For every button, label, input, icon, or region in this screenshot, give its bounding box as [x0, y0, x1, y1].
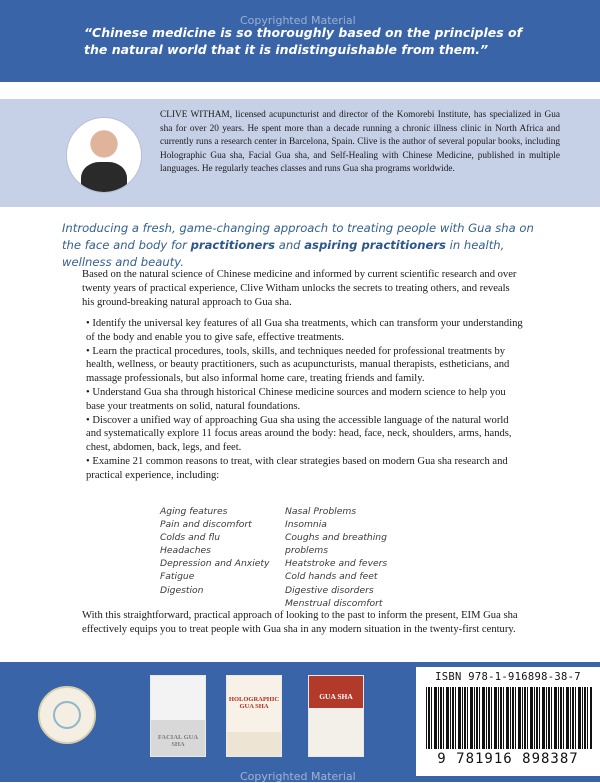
book-title: GUA SHA — [319, 692, 353, 701]
intro-part-2: and — [275, 238, 305, 252]
reason-item: Fatigue — [160, 571, 195, 583]
intro-bold-practitioners: practitioners — [190, 238, 276, 252]
benefit-list — [86, 317, 524, 483]
reason-item: Aging features — [160, 506, 228, 517]
reasons-column-2 — [285, 505, 425, 610]
barcode-icon — [426, 687, 592, 749]
book-title: FACIAL GUA SHA — [157, 734, 199, 748]
benefit-item: • Examine 21 common reasons to treat, with clear strategies based on modern Gua sha research and practical experience, including: — [86, 455, 508, 481]
logo-ring — [53, 701, 81, 729]
book-cover-holographic — [226, 675, 282, 757]
description-paragraph-2: With this straightforward, practical approach of looking to the past to inform the present, EIM Gua sha effectively equips you to treat people with Gua sha in any modern situation in the twenty-first century. — [82, 610, 518, 635]
benefit-item: • Understand Gua sha through historical Chinese medicine sources and modern science to help you base your treatments on solid, natural foundations. — [86, 386, 506, 412]
description-paragraph-1: Based on the natural science of Chinese medicine and informed by current scientific research and over twenty years of practical experience, Clive Witham unlocks the secrets to treating others, and reveals his ground-breaking natural approach to Gua sha. — [82, 269, 517, 308]
benefit-item: • Identify the universal key features of all Gua sha treatments, which can transform your understanding of the body and enable you to give safe, effective treatments. — [86, 318, 523, 343]
reason-item: Pain and discomfort — [160, 519, 252, 531]
reason-item: Colds and flu — [160, 532, 221, 544]
book-cover-gua-sha — [308, 675, 364, 757]
isbn-text: ISBN 978-1-916898-38-7 — [435, 671, 581, 683]
reason-item: Digestive disorders — [285, 584, 374, 596]
watermark-top: Copyrighted Material — [240, 14, 356, 27]
reason-item: Digestion — [160, 584, 204, 596]
reason-item: Cold hands and feet — [285, 571, 378, 583]
author-portrait — [66, 117, 142, 193]
reasons-column-1 — [160, 505, 280, 597]
reason-item: Coughs and breathing problems — [285, 532, 387, 557]
reason-item: Headaches — [160, 545, 211, 557]
barcode-number: 9 781916 898387 — [437, 751, 579, 767]
book-title: HOLOGRAPHIC GUA SHA — [228, 696, 280, 710]
watermark-bottom: Copyrighted Material — [240, 770, 356, 783]
benefit-item: • Learn the practical procedures, tools, skills, and techniques needed for professional treatments by health, wellness, or beauty practitioners, such as acupuncturists, manual therapists, estheticians, and massage professionals, but also informal home care, treating friends and family. — [86, 345, 510, 385]
intro-tagline — [62, 220, 552, 271]
isbn-barcode — [416, 667, 600, 776]
reason-item: Menstrual discomfort — [285, 597, 383, 609]
reason-item: Nasal Problems — [285, 506, 357, 517]
book-cover-facial — [150, 675, 206, 757]
reason-item: Heatstroke and fevers — [285, 558, 388, 570]
publisher-logo-icon — [38, 686, 96, 744]
intro-part-3: in health, wellness and beauty. — [62, 238, 505, 269]
benefit-item: • Discover a unified way of approaching Gua sha using the accessible language of the natural world and systematically explore 11 focus areas around the body: head, face, neck, shoulders, arms, hands, chest, abdomen, back, legs, and feet. — [86, 414, 512, 454]
cover-quote: “Chinese medicine is so thoroughly based on the principles of the natural world that it is indistinguishable from them.” — [84, 25, 523, 57]
author-bio: CLIVE WITHAM, licensed acupuncturist and director of the Komorebi Institute, has specialized in Gua sha for over 20 years. He spent more than a decade running a chronic illness clinic in North Africa and currently runs a research center in Barcelona, Spain. Clive is the author of several popular books, including Holographic Gua sha, Facial Gua sha, and Self-Healing with Chinese Medicine, published in multiple languages. He regularly teaches classes and runs Gua sha programs worldwide. — [160, 110, 560, 175]
intro-bold-aspiring: aspiring practitioners — [304, 238, 446, 252]
reason-item: Depression and Anxiety — [160, 558, 270, 570]
reason-item: Insomnia — [285, 519, 327, 531]
intro-part-1: Introducing a fresh, game-changing approach to treating people with Gua sha on the face and body for — [62, 221, 534, 252]
